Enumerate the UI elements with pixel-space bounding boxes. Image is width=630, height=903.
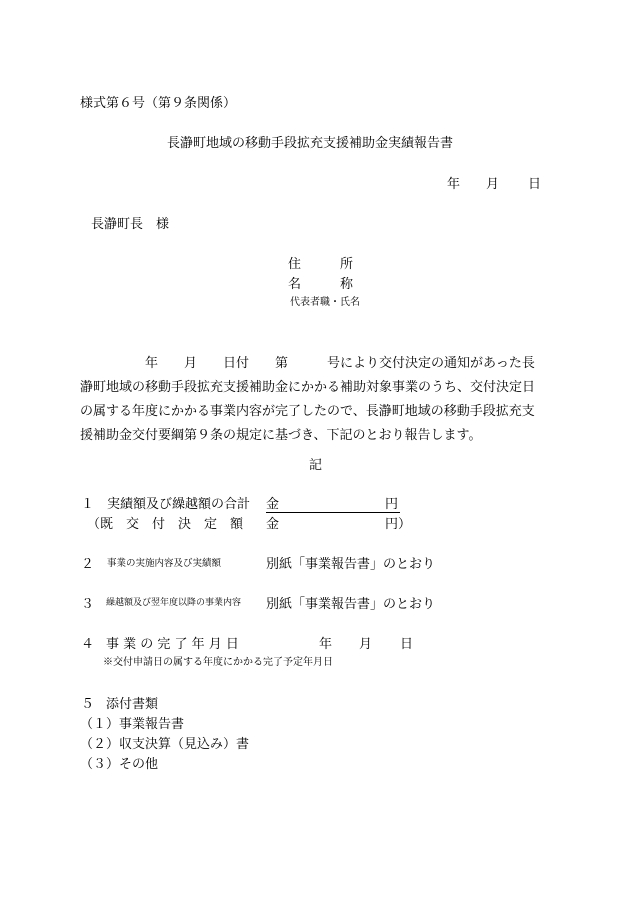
item-label: 事業の実施内容及び実績額 bbox=[107, 558, 222, 569]
completion-month: 月 bbox=[359, 637, 373, 652]
representative-label: 代表者職・氏名 bbox=[290, 297, 360, 308]
addressee: 長瀞町長 様 bbox=[91, 217, 170, 232]
attachment-item: （２）収支決算（見込み）書 bbox=[80, 737, 250, 752]
item-number: ２ bbox=[81, 557, 95, 572]
item-number: １ bbox=[81, 497, 95, 512]
form-number: 様式第６号（第９条関係） bbox=[80, 96, 237, 111]
address-label: 住 所 bbox=[288, 257, 354, 272]
item-label: 添付書類 bbox=[106, 697, 159, 712]
date-day: 日 bbox=[528, 177, 542, 192]
item-label: （既 交 付 決 定 額 bbox=[87, 517, 244, 532]
attachment-item: （３）その他 bbox=[80, 757, 159, 772]
item-label: 繰越額及び翌年度以降の事業内容 bbox=[106, 598, 242, 608]
completion-year: 年 bbox=[319, 637, 333, 652]
body-line: の属する年度にかかる事業内容が完了したので、長瀞町地域の移動手段拡充支 bbox=[80, 404, 535, 419]
item-note: ※交付申請日の属する年度にかかる完了予定年月日 bbox=[103, 657, 333, 668]
body-line: 援補助金交付要綱第９条の規定に基づき、下記のとおり報告します。 bbox=[80, 428, 482, 443]
kin-label: 金 bbox=[266, 517, 280, 532]
yen-label: 円 bbox=[385, 497, 399, 512]
yen-label: 円） bbox=[385, 517, 412, 532]
date-year: 年 bbox=[447, 177, 461, 192]
name-label: 名 称 bbox=[288, 277, 354, 292]
completion-day: 日 bbox=[400, 637, 414, 652]
item-label: 事 業 の 完 了 年 月 日 bbox=[106, 637, 239, 652]
amount-underline bbox=[266, 497, 400, 513]
date-month: 月 bbox=[486, 177, 500, 192]
document-title: 長瀞町地域の移動手段拡充支援補助金実績報告書 bbox=[167, 136, 454, 151]
item-number: ４ bbox=[81, 637, 95, 652]
attachment-item: （１）事業報告書 bbox=[80, 717, 185, 732]
item-value: 別紙「事業報告書」のとおり bbox=[266, 597, 436, 612]
body-line: 年 月 日付 第 号により交付決定の通知があった長 bbox=[80, 356, 535, 371]
item-label: 実績額及び繰越額の合計 bbox=[107, 497, 251, 512]
body-paragraph bbox=[80, 352, 550, 448]
ki-heading: 記 bbox=[309, 458, 323, 473]
item-number: ３ bbox=[81, 597, 95, 612]
kin-label: 金 bbox=[266, 497, 280, 512]
item-number: ５ bbox=[81, 697, 95, 712]
body-line: 瀞町地域の移動手段拡充支援補助金にかかる補助対象事業のうち、交付決定日 bbox=[80, 380, 536, 395]
item-value: 別紙「事業報告書」のとおり bbox=[266, 557, 436, 572]
